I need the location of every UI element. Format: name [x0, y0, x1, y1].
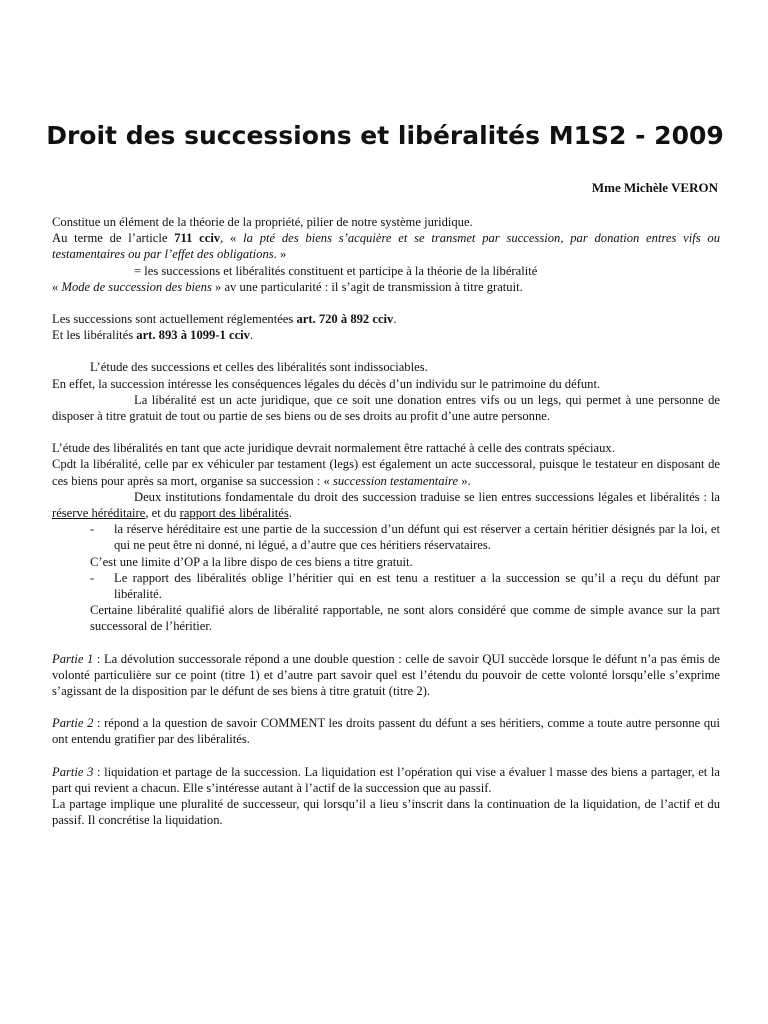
- paragraph: L’étude des successions et celles des libéralités sont indissociables.: [90, 360, 428, 375]
- paragraph-partie-2: Partie 2 : répond a la question de savoir COMMENT les droits passent du défunt a ses héritiers, comme a toute autre personne qui ont entendu gratifier par des libéralités.: [52, 716, 720, 747]
- paragraph: « Mode de succession des biens » av une particularité : il s’agit de transmission à titre gratuit.: [52, 279, 523, 294]
- list-item-note: C’est une limite d’OP a la libre dispo de ces biens a titre gratuit.: [90, 554, 413, 569]
- list-item-note: Certaine libéralité qualifié alors de libéralité rapportable, ne sont alors considéré que comme de simple avance sur la part successoral de l’héritier.: [90, 603, 720, 634]
- paragraph-partie-3: Partie 3 : liquidation et partage de la succession. La liquidation est l’opération qui vise a évaluer l masse des biens a partager, et la part qui revient a chacun. Elle s’intéresse autant à l’actif de la succession que au passif.: [52, 764, 720, 795]
- paragraph: En effet, la succession intéresse les conséquences légales du décès d’un individu sur le patrimoine du défunt.: [52, 376, 601, 391]
- paragraph: L’étude des libéralités en tant que acte juridique devrait normalement être rattaché à celle des contrats spéciaux.: [52, 441, 615, 456]
- paragraph: Constitue un élément de la théorie de la propriété, pilier de notre système juridique.: [52, 215, 473, 229]
- paragraph: = les successions et libéralités constituent et participe à la théorie de la libéralité: [134, 263, 538, 278]
- document-title: Droit des successions et libéralités M1S2 - 2009: [46, 121, 724, 150]
- paragraph: La partage implique une pluralité de successeur, qui lorsqu’il a lieu s’inscrit dans la continuation de la liquidation, de l’actif et du passif. Il concrétise la liquidation.: [52, 797, 720, 828]
- document-body: [52, 214, 720, 829]
- paragraph: Deux institutions fondamentale du droit des succession traduise se lien entres successions légales et libéralités : la réserve héréditaire, et du rapport des libéralités.: [52, 489, 720, 521]
- paragraph-article-711: Au terme de l’article 711 cciv, « la pté des biens s’acquière et se transmet par succession, par donation entres vifs ou testamentaires ou par l’effet des obligations. »: [52, 231, 720, 262]
- paragraph: Les successions sont actuellement réglementées art. 720 à 892 cciv.: [52, 312, 397, 327]
- bullet-dash: -: [90, 570, 95, 585]
- list-item: - la réserve héréditaire est une partie de la succession d’un défunt qui est réserver a certain héritier désignés par la loi, et qui ne peut être ni donné, ni légué, a d’autre que ces héritiers réservataires.: [90, 522, 720, 553]
- paragraph-partie-1: Partie 1 : La dévolution successorale répond a une double question : celle de savoir QUI succède lorsque le défunt n’a pas émis de volonté particulière sur ce point (titre 1) et d’autre part savoir quel est l’étendu du pouvoir de cette volonté lorsqu’elle s’exprime s’agissant de la disposition par le défunt de ses biens à titre gratuit (titre 2).: [52, 651, 720, 699]
- bullet-dash: -: [90, 522, 95, 537]
- author-name: Mme Michèle VERON: [591, 180, 718, 195]
- paragraph: La libéralité est un acte juridique, que ce soit une donation entres vifs ou un legs, qui permet à une personne de disposer à titre gratuit de tout ou partie de ses biens ou de ses droits au profit d’une autre personne.: [52, 392, 720, 424]
- paragraph: Cpdt la libéralité, celle par ex véhiculer par testament (legs) est également un acte successoral, puisque le testateur en disposant de ces biens pour après sa mort, organise sa succession : « succession testamentaire ».: [52, 457, 720, 488]
- list-item: - Le rapport des libéralités oblige l’héritier qui en est tenu a restituer a la succession se qu’il a reçu du défunt par libéralité.: [90, 570, 720, 602]
- paragraph: Et les libéralités art. 893 à 1099-1 cciv.: [52, 328, 254, 343]
